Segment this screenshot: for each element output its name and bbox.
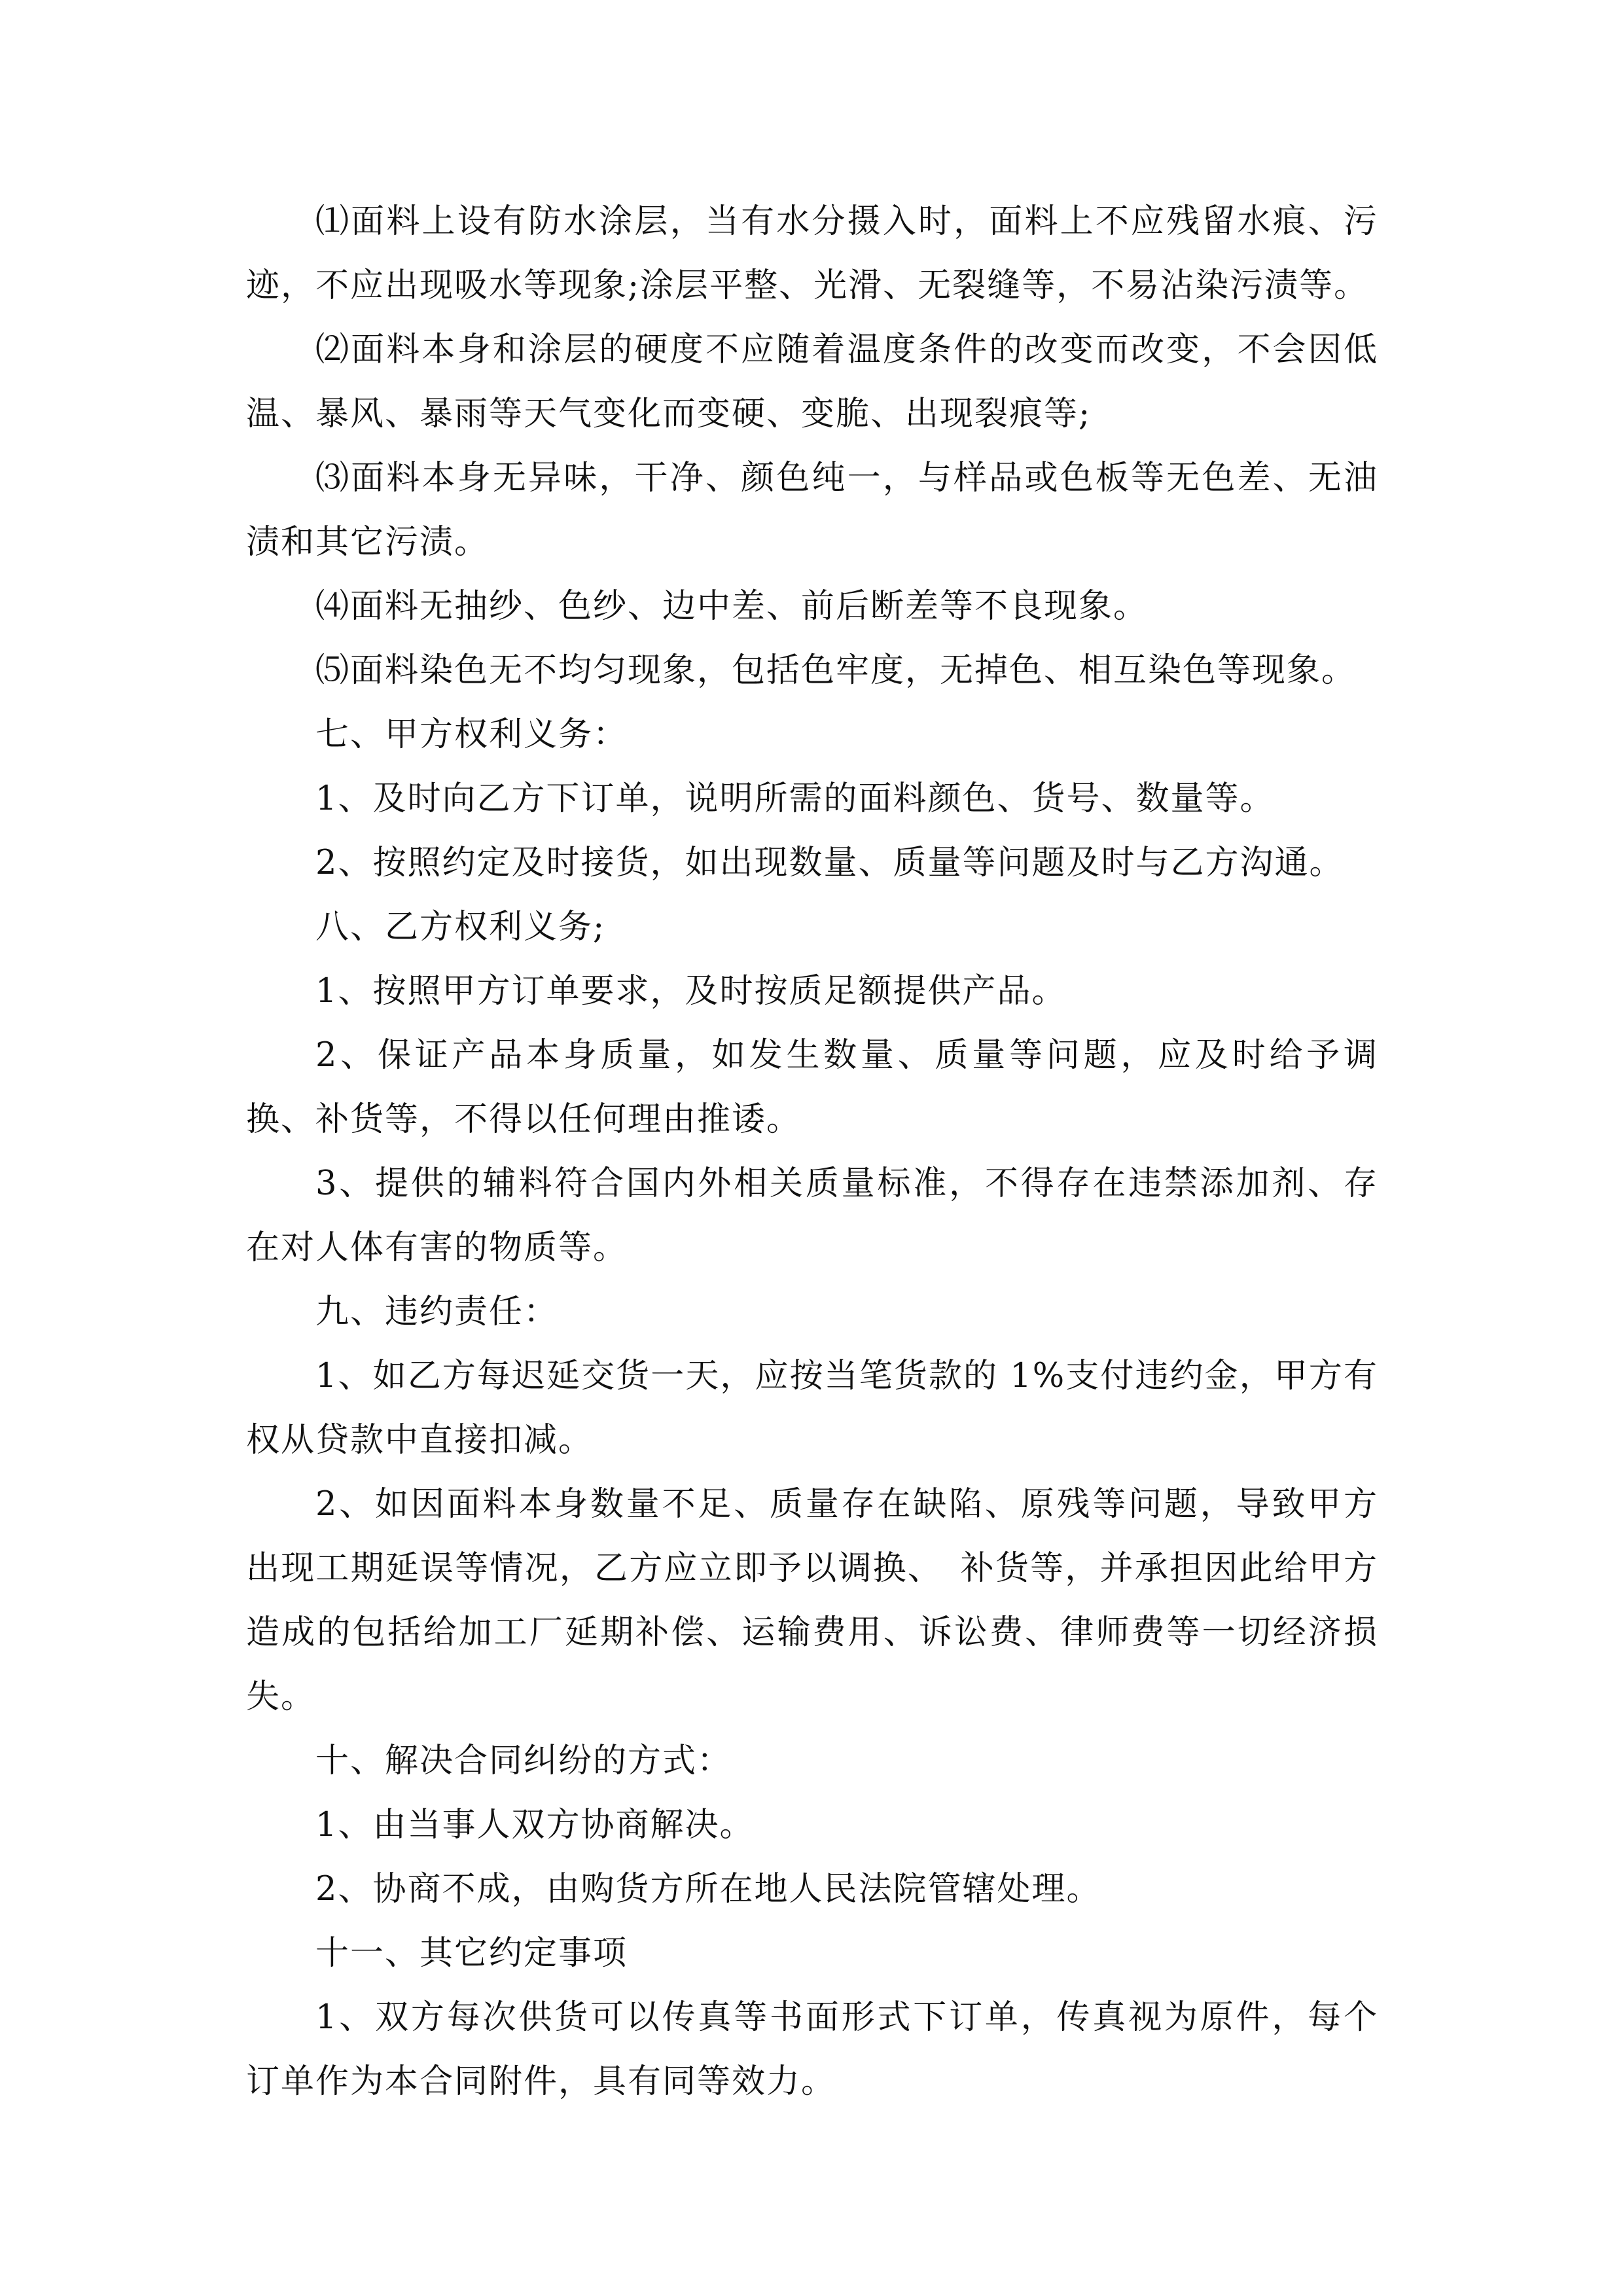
- paragraph-liability-delay: 1、如乙方每迟延交货一天，应按当笔货款的 1%支付违约金，甲方有权从贷款中直接扣减。: [246, 1357, 1378, 1460]
- paragraph-other-terms-fax: 1、双方每次供货可以传真等书面形式下订单，传真视为原件，每个订单作为本合同附件，具有同等效力。: [246, 1998, 1378, 2101]
- paragraph-party-a-receive: 2、按照约定及时接货，如出现数量、质量等问题及时与乙方沟通。: [315, 844, 1344, 882]
- paragraph-party-a-order: 1、及时向乙方下订单，说明所需的面料颜色、货号、数量等。: [315, 780, 1275, 818]
- paragraph-disputes-negotiation: 1、由当事人双方协商解决。: [315, 1806, 755, 1844]
- paragraph-disputes-court: 2、协商不成，由购货方所在地人民法院管辖处理。: [315, 1870, 1101, 1909]
- section-heading-disputes: 十、解决合同纠纷的方式：: [315, 1742, 732, 1780]
- paragraph-party-b-quality: 2、保证产品本身质量，如发生数量、质量等问题，应及时给予调换、补货等，不得以任何理由推诿。: [246, 1036, 1378, 1139]
- paragraph-liability-defects: 2、如因面料本身数量不足、质量存在缺陷、原残等问题，导致甲方出现工期延误等情况，乙方应立即予以调换、 补货等，并承担因此给甲方造成的包括给加工厂延期补偿、运输费用、诉讼费、律师费等一切经济损失。: [246, 1485, 1378, 1716]
- document-body: [246, 190, 1378, 2114]
- paragraph-fabric-waterproof: ⑴面料上设有防水涂层，当有水分摄入时，面料上不应残留水痕、污迹，不应出现吸水等现象;涂层平整、光滑、无裂缝等，不易沾染污渍等。: [246, 202, 1378, 305]
- paragraph-fabric-hardness: ⑵面料本身和涂层的硬度不应随着温度条件的改变而改变，不会因低温、暴风、暴雨等天气变化而变硬、变脆、出现裂痕等;: [246, 331, 1378, 433]
- paragraph-party-b-supply: 1、按照甲方订单要求，及时按质足额提供产品。: [315, 972, 1067, 1011]
- section-heading-other-terms: 十一、其它约定事项: [315, 1934, 628, 1973]
- section-heading-party-b: 八、乙方权利义务;: [315, 908, 606, 946]
- section-heading-liability: 九、违约责任：: [315, 1293, 559, 1331]
- paragraph-fabric-defects: ⑷面料无抽纱、色纱、边中差、前后断差等不良现象。: [315, 587, 1149, 626]
- paragraph-party-b-standards: 3、提供的辅料符合国内外相关质量标准，不得存在违禁添加剂、存在对人体有害的物质等。: [246, 1164, 1378, 1267]
- paragraph-fabric-clean: ⑶面料本身无异味，干净、颜色纯一，与样品或色板等无色差、无油渍和其它污渍。: [246, 459, 1378, 562]
- section-heading-party-a: 七、甲方权利义务：: [315, 715, 628, 754]
- paragraph-fabric-dyeing: ⑸面料染色无不均匀现象，包括色牢度，无掉色、相互染色等现象。: [315, 651, 1357, 690]
